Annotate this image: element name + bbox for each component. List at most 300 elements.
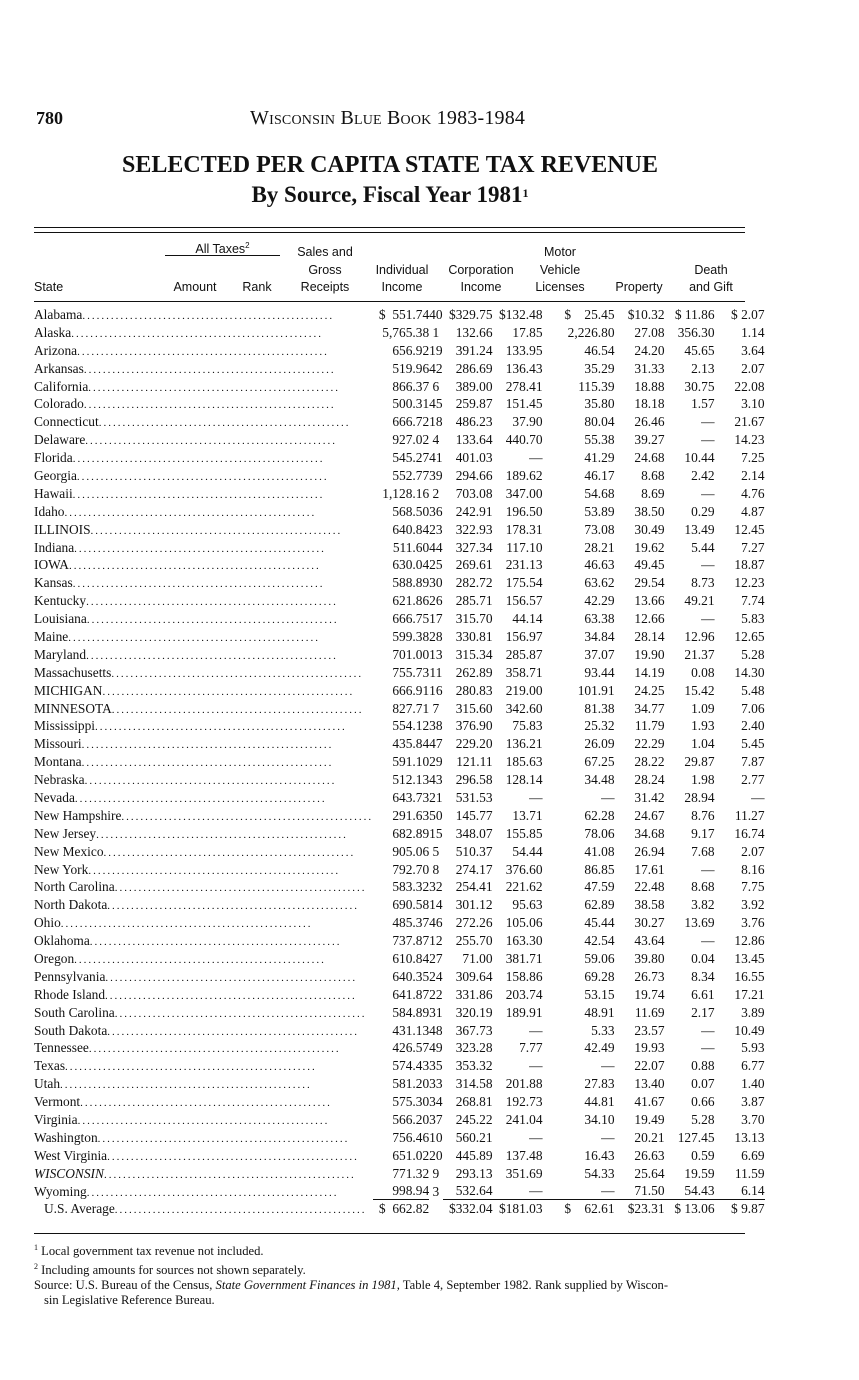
individual-value: 185.63 xyxy=(505,754,543,770)
sales-value: 132.66 xyxy=(455,324,493,340)
death-value: 16.55 xyxy=(734,968,765,984)
sales-value: 353.32 xyxy=(455,1058,493,1074)
header-rule xyxy=(34,301,745,302)
motor-value: 19.93 xyxy=(634,1040,665,1056)
rank-value: 47 xyxy=(429,736,443,752)
corporation-cell xyxy=(543,986,615,1004)
property-cell xyxy=(665,896,715,914)
rank-cell xyxy=(429,1057,442,1075)
property-value: 19.59 xyxy=(684,1165,715,1181)
rank-value: 25 xyxy=(429,557,443,573)
state-cell xyxy=(34,556,373,574)
rank-value: 19 xyxy=(429,342,443,358)
state-label xyxy=(34,611,373,627)
table-row xyxy=(34,342,765,360)
state-name: Nebraska xyxy=(34,772,85,788)
sales-value: 389.00 xyxy=(455,378,493,394)
table-row xyxy=(34,1093,765,1111)
amount-value: 998.94 xyxy=(373,1183,429,1200)
individual-value: $132.48 xyxy=(499,306,543,322)
rank-cell xyxy=(429,807,442,825)
death-cell xyxy=(715,682,765,700)
amount-cell xyxy=(373,807,429,825)
leader-dots xyxy=(73,453,373,465)
rank-cell xyxy=(429,324,442,342)
individual-value: 13.71 xyxy=(512,807,543,823)
death-value: 12.86 xyxy=(734,933,765,949)
state-cell xyxy=(34,789,373,807)
individual-value: 128.14 xyxy=(505,772,543,788)
property-cell xyxy=(665,556,715,574)
corporation-value: 46.17 xyxy=(584,467,615,483)
table-row xyxy=(34,1165,765,1183)
top-rule xyxy=(34,227,745,228)
leader-dots xyxy=(112,704,373,716)
death-value: 5.48 xyxy=(741,682,765,698)
amount-cell xyxy=(373,700,429,718)
individual-cell xyxy=(493,1040,543,1058)
amount-value: 666.91 xyxy=(392,682,430,698)
rank-cell xyxy=(429,879,442,897)
motor-cell xyxy=(615,521,665,539)
death-value: 1.40 xyxy=(741,1076,765,1092)
property-value: 28.94 xyxy=(684,789,715,805)
corporation-cell xyxy=(543,467,615,485)
amount-value: 701.00 xyxy=(392,646,430,662)
property-cell xyxy=(665,378,715,396)
amount-value: 554.12 xyxy=(392,718,430,734)
amount-value: 599.38 xyxy=(392,628,430,644)
motor-value: 39.80 xyxy=(634,951,665,966)
rank-cell xyxy=(429,753,442,771)
individual-cell xyxy=(493,682,543,700)
sales-value: 242.91 xyxy=(455,503,493,519)
table-row xyxy=(34,360,765,378)
sales-cell xyxy=(443,1057,493,1075)
sales-value: 560.21 xyxy=(455,1129,493,1145)
rank-value: 45 xyxy=(429,396,443,412)
table-row xyxy=(34,1040,765,1058)
state-cell xyxy=(34,700,373,718)
individual-value: 201.88 xyxy=(505,1076,543,1092)
leader-dots xyxy=(74,954,373,966)
rank-cell xyxy=(429,556,442,574)
sales-value: 262.89 xyxy=(455,664,493,680)
corporation-cell xyxy=(543,914,615,932)
motor-cell xyxy=(615,646,665,664)
amount-value: 1,128.16 xyxy=(382,485,430,501)
death-cell xyxy=(715,807,765,825)
state-label xyxy=(34,683,373,699)
state-name: Arizona xyxy=(34,342,78,358)
sales-value: 320.19 xyxy=(455,1004,493,1020)
state-cell xyxy=(34,861,373,879)
amount-cell xyxy=(373,342,429,360)
motor-value: 28.22 xyxy=(634,754,665,770)
leader-dots xyxy=(60,1079,373,1091)
property-value: 2.17 xyxy=(691,1004,715,1020)
corporation-value: 28.21 xyxy=(584,539,615,555)
property-value: 2.13 xyxy=(691,360,715,376)
property-value: 0.04 xyxy=(691,951,715,966)
corporation-cell xyxy=(543,932,615,950)
amount-value: 621.86 xyxy=(392,593,430,609)
sales-value: 280.83 xyxy=(455,682,493,698)
rank-cell xyxy=(429,306,442,324)
rank-cell xyxy=(429,1183,442,1201)
individual-value: — xyxy=(529,1058,543,1074)
sales-cell xyxy=(443,485,493,503)
individual-cell xyxy=(493,807,543,825)
leader-dots xyxy=(99,417,373,429)
leader-dots xyxy=(69,560,373,572)
col-head-corporation: Corporation Income xyxy=(448,262,514,294)
state-name: Kentucky xyxy=(34,593,87,609)
amount-cell xyxy=(373,950,429,968)
death-value: 6.14 xyxy=(715,1183,765,1200)
corporation-value: 69.28 xyxy=(584,968,615,984)
individual-value: 189.91 xyxy=(505,1004,543,1020)
corporation-value: 63.62 xyxy=(584,575,615,591)
state-label xyxy=(34,343,373,359)
state-label xyxy=(34,1076,373,1092)
motor-value: 30.27 xyxy=(634,915,665,931)
amount-value: 575.30 xyxy=(392,1094,430,1110)
motor-cell xyxy=(615,485,665,503)
col-head-amount: Amount xyxy=(173,280,217,294)
death-value: 14.23 xyxy=(734,432,765,448)
property-value: 5.44 xyxy=(691,539,715,555)
motor-cell xyxy=(615,825,665,843)
motor-cell xyxy=(615,843,665,861)
property-cell xyxy=(665,1111,715,1129)
sales-cell xyxy=(443,646,493,664)
individual-cell xyxy=(493,539,543,557)
individual-cell xyxy=(493,1111,543,1129)
property-cell xyxy=(665,825,715,843)
individual-cell xyxy=(493,610,543,628)
individual-cell xyxy=(493,324,543,342)
amount-cell xyxy=(373,1165,429,1183)
amount-value: 552.77 xyxy=(392,467,430,483)
property-value: 3.82 xyxy=(691,897,715,913)
sales-cell xyxy=(443,539,493,557)
rank-value: 44 xyxy=(429,539,443,555)
death-cell xyxy=(715,986,765,1004)
amount-value: 512.13 xyxy=(392,772,430,788)
motor-value: 18.18 xyxy=(634,396,665,412)
rank-cell xyxy=(429,1201,442,1219)
corporation-value: 2,226.80 xyxy=(567,324,615,340)
amount-cell xyxy=(373,485,429,503)
rank-value: 38 xyxy=(429,718,443,734)
state-name: Virginia xyxy=(34,1112,78,1128)
motor-value: 26.94 xyxy=(634,843,665,859)
state-cell xyxy=(34,1111,373,1129)
amount-cell xyxy=(373,843,429,861)
property-value: 12.96 xyxy=(684,628,715,644)
corporation-value: 93.44 xyxy=(584,664,615,680)
sales-value: 532.64 xyxy=(443,1183,493,1200)
table-row xyxy=(34,413,765,431)
sales-cell xyxy=(443,968,493,986)
sales-cell xyxy=(443,306,493,324)
corporation-cell xyxy=(543,879,615,897)
individual-cell xyxy=(493,413,543,431)
motor-cell xyxy=(615,950,665,968)
sales-value: $332.04 xyxy=(449,1201,493,1217)
individual-cell xyxy=(493,467,543,485)
sales-cell xyxy=(443,431,493,449)
corporation-value: 16.43 xyxy=(584,1147,615,1163)
motor-value: 30.49 xyxy=(634,521,665,537)
rank-value: 40 xyxy=(429,306,443,322)
sales-cell xyxy=(443,879,493,897)
individual-cell xyxy=(493,342,543,360)
death-cell xyxy=(715,1075,765,1093)
motor-value: 23.57 xyxy=(634,1022,665,1038)
state-label xyxy=(34,1166,373,1182)
individual-cell xyxy=(493,968,543,986)
corporation-cell xyxy=(543,682,615,700)
motor-value: 34.77 xyxy=(634,700,665,716)
death-value: 12.45 xyxy=(734,521,765,537)
motor-value: 71.50 xyxy=(615,1183,665,1200)
state-name: New Jersey xyxy=(34,825,97,841)
property-cell xyxy=(665,1075,715,1093)
death-value: 5.28 xyxy=(741,646,765,662)
property-cell xyxy=(665,1040,715,1058)
property-cell xyxy=(665,628,715,646)
amount-value: 519.96 xyxy=(392,360,430,376)
table-row xyxy=(34,968,765,986)
state-label xyxy=(34,1130,373,1146)
state-cell xyxy=(34,574,373,592)
corporation-value: 34.84 xyxy=(584,628,615,644)
property-value: — xyxy=(701,557,715,573)
death-value: 5.83 xyxy=(741,611,765,627)
property-cell xyxy=(665,306,715,324)
sales-value: 309.64 xyxy=(455,968,493,984)
death-cell xyxy=(715,932,765,950)
state-name: California xyxy=(34,378,89,394)
individual-value: 221.62 xyxy=(505,879,543,895)
corporation-cell xyxy=(543,950,615,968)
sales-cell xyxy=(443,592,493,610)
table-row xyxy=(34,771,765,789)
corporation-cell xyxy=(543,1093,615,1111)
motor-cell xyxy=(615,735,665,753)
individual-cell xyxy=(493,1057,543,1075)
motor-value: 34.68 xyxy=(634,825,665,841)
corporation-cell xyxy=(543,843,615,861)
sales-cell xyxy=(443,735,493,753)
leader-dots xyxy=(86,650,373,662)
individual-cell xyxy=(493,1075,543,1093)
table-row xyxy=(34,431,765,449)
state-cell xyxy=(34,503,373,521)
corporation-value: 41.08 xyxy=(584,843,615,859)
sales-cell xyxy=(443,807,493,825)
death-value: 2.07 xyxy=(741,843,765,859)
motor-cell xyxy=(615,771,665,789)
state-label xyxy=(34,951,373,967)
individual-cell xyxy=(493,1201,543,1219)
table-row xyxy=(34,449,765,467)
sales-cell xyxy=(443,664,493,682)
state-label xyxy=(34,701,373,717)
motor-value: 49.45 xyxy=(634,557,665,573)
corporation-cell xyxy=(543,968,615,986)
amount-cell xyxy=(373,896,429,914)
corporation-cell xyxy=(543,735,615,753)
individual-value: 219.00 xyxy=(505,682,543,698)
state-name: Idaho xyxy=(34,503,65,519)
property-cell xyxy=(665,682,715,700)
death-cell xyxy=(715,539,765,557)
table-row xyxy=(34,503,765,521)
amount-cell xyxy=(373,1075,429,1093)
sales-value: 510.37 xyxy=(455,843,493,859)
property-value: 49.21 xyxy=(684,593,715,609)
sales-cell xyxy=(443,467,493,485)
state-label xyxy=(34,629,373,645)
amount-value: 291.63 xyxy=(392,807,430,823)
state-name: Colorado xyxy=(34,396,84,412)
individual-value: 37.90 xyxy=(512,414,543,430)
individual-value: 136.21 xyxy=(505,736,543,752)
individual-value: — xyxy=(529,789,543,805)
amount-value: 690.58 xyxy=(392,897,430,913)
leader-dots xyxy=(121,811,373,823)
rank-cell xyxy=(429,1147,442,1165)
state-cell xyxy=(34,1165,373,1183)
corporation-value: 59.06 xyxy=(584,951,615,966)
rank-cell xyxy=(429,646,442,664)
state-name: Utah xyxy=(34,1076,61,1092)
state-label xyxy=(34,969,373,985)
state-name: New Mexico xyxy=(34,843,104,859)
property-cell xyxy=(665,735,715,753)
corporation-cell xyxy=(543,342,615,360)
individual-cell xyxy=(493,592,543,610)
property-value: 356.30 xyxy=(677,324,715,340)
amount-cell xyxy=(373,968,429,986)
property-value: 6.61 xyxy=(691,986,715,1002)
amount-value: 756.46 xyxy=(392,1129,430,1145)
individual-cell xyxy=(493,1093,543,1111)
motor-cell xyxy=(615,1129,665,1147)
death-value: 2.40 xyxy=(741,718,765,734)
rank-cell xyxy=(429,431,442,449)
table-row xyxy=(34,1147,765,1165)
state-cell xyxy=(34,342,373,360)
death-value: 17.21 xyxy=(734,986,765,1002)
individual-cell xyxy=(493,843,543,861)
death-cell xyxy=(715,628,765,646)
leader-dots xyxy=(77,346,373,358)
individual-cell xyxy=(493,1183,543,1201)
motor-cell xyxy=(615,1165,665,1183)
rank-cell xyxy=(429,1165,442,1183)
motor-cell xyxy=(615,700,665,718)
individual-cell xyxy=(493,628,543,646)
leader-dots xyxy=(107,1151,373,1163)
amount-value: 500.31 xyxy=(392,396,430,412)
property-cell xyxy=(665,753,715,771)
amount-cell xyxy=(373,556,429,574)
rank-cell xyxy=(429,735,442,753)
corporation-cell xyxy=(543,1147,615,1165)
sales-cell xyxy=(443,1165,493,1183)
property-value: 0.59 xyxy=(691,1147,715,1163)
property-cell xyxy=(665,1022,715,1040)
rank-cell xyxy=(429,360,442,378)
sales-value: 331.86 xyxy=(455,986,493,1002)
state-cell xyxy=(34,539,373,557)
rank-value: 49 xyxy=(429,1040,443,1056)
sales-cell xyxy=(443,896,493,914)
corporation-cell xyxy=(543,324,615,342)
rank-cell xyxy=(429,682,442,700)
corporation-value: 42.54 xyxy=(584,933,615,949)
table-row xyxy=(34,753,765,771)
state-name: Oklahoma xyxy=(34,933,90,949)
death-value: 14.30 xyxy=(734,664,765,680)
rank-cell xyxy=(429,717,442,735)
corporation-cell xyxy=(543,753,615,771)
individual-cell xyxy=(493,861,543,879)
source-note-cont: sin Legislative Reference Bureau. xyxy=(44,1293,215,1308)
table-row xyxy=(34,932,765,950)
state-name: New Hampshire xyxy=(34,807,122,823)
state-name: Connecticut xyxy=(34,414,99,430)
individual-value: 75.83 xyxy=(512,718,543,734)
state-name: Hawaii xyxy=(34,485,73,501)
state-cell xyxy=(34,324,373,342)
state-cell xyxy=(34,1004,373,1022)
death-value: 7.27 xyxy=(741,539,765,555)
rank-value: 28 xyxy=(429,628,443,644)
amount-cell xyxy=(373,717,429,735)
amount-cell xyxy=(373,646,429,664)
state-cell xyxy=(34,825,373,843)
sales-value: 376.90 xyxy=(455,718,493,734)
state-cell xyxy=(34,467,373,485)
state-label xyxy=(34,718,373,734)
property-value: 54.43 xyxy=(665,1183,715,1200)
corporation-cell xyxy=(543,378,615,396)
rank-value: 4 xyxy=(432,432,440,448)
state-label xyxy=(34,325,373,341)
leader-dots xyxy=(74,543,373,555)
corporation-cell xyxy=(543,1004,615,1022)
property-value: — xyxy=(701,485,715,501)
rank-value: 31 xyxy=(429,1004,443,1020)
property-cell xyxy=(665,1201,715,1219)
corporation-cell xyxy=(543,896,615,914)
state-cell xyxy=(34,1040,373,1058)
leader-dots xyxy=(91,525,374,537)
property-cell xyxy=(665,807,715,825)
individual-cell xyxy=(493,556,543,574)
amount-cell xyxy=(373,306,429,324)
corporation-value: 46.54 xyxy=(584,342,615,358)
property-value: 1.04 xyxy=(691,736,715,752)
individual-value: 358.71 xyxy=(505,664,543,680)
table-row xyxy=(34,628,765,646)
motor-value: $10.32 xyxy=(627,306,665,322)
